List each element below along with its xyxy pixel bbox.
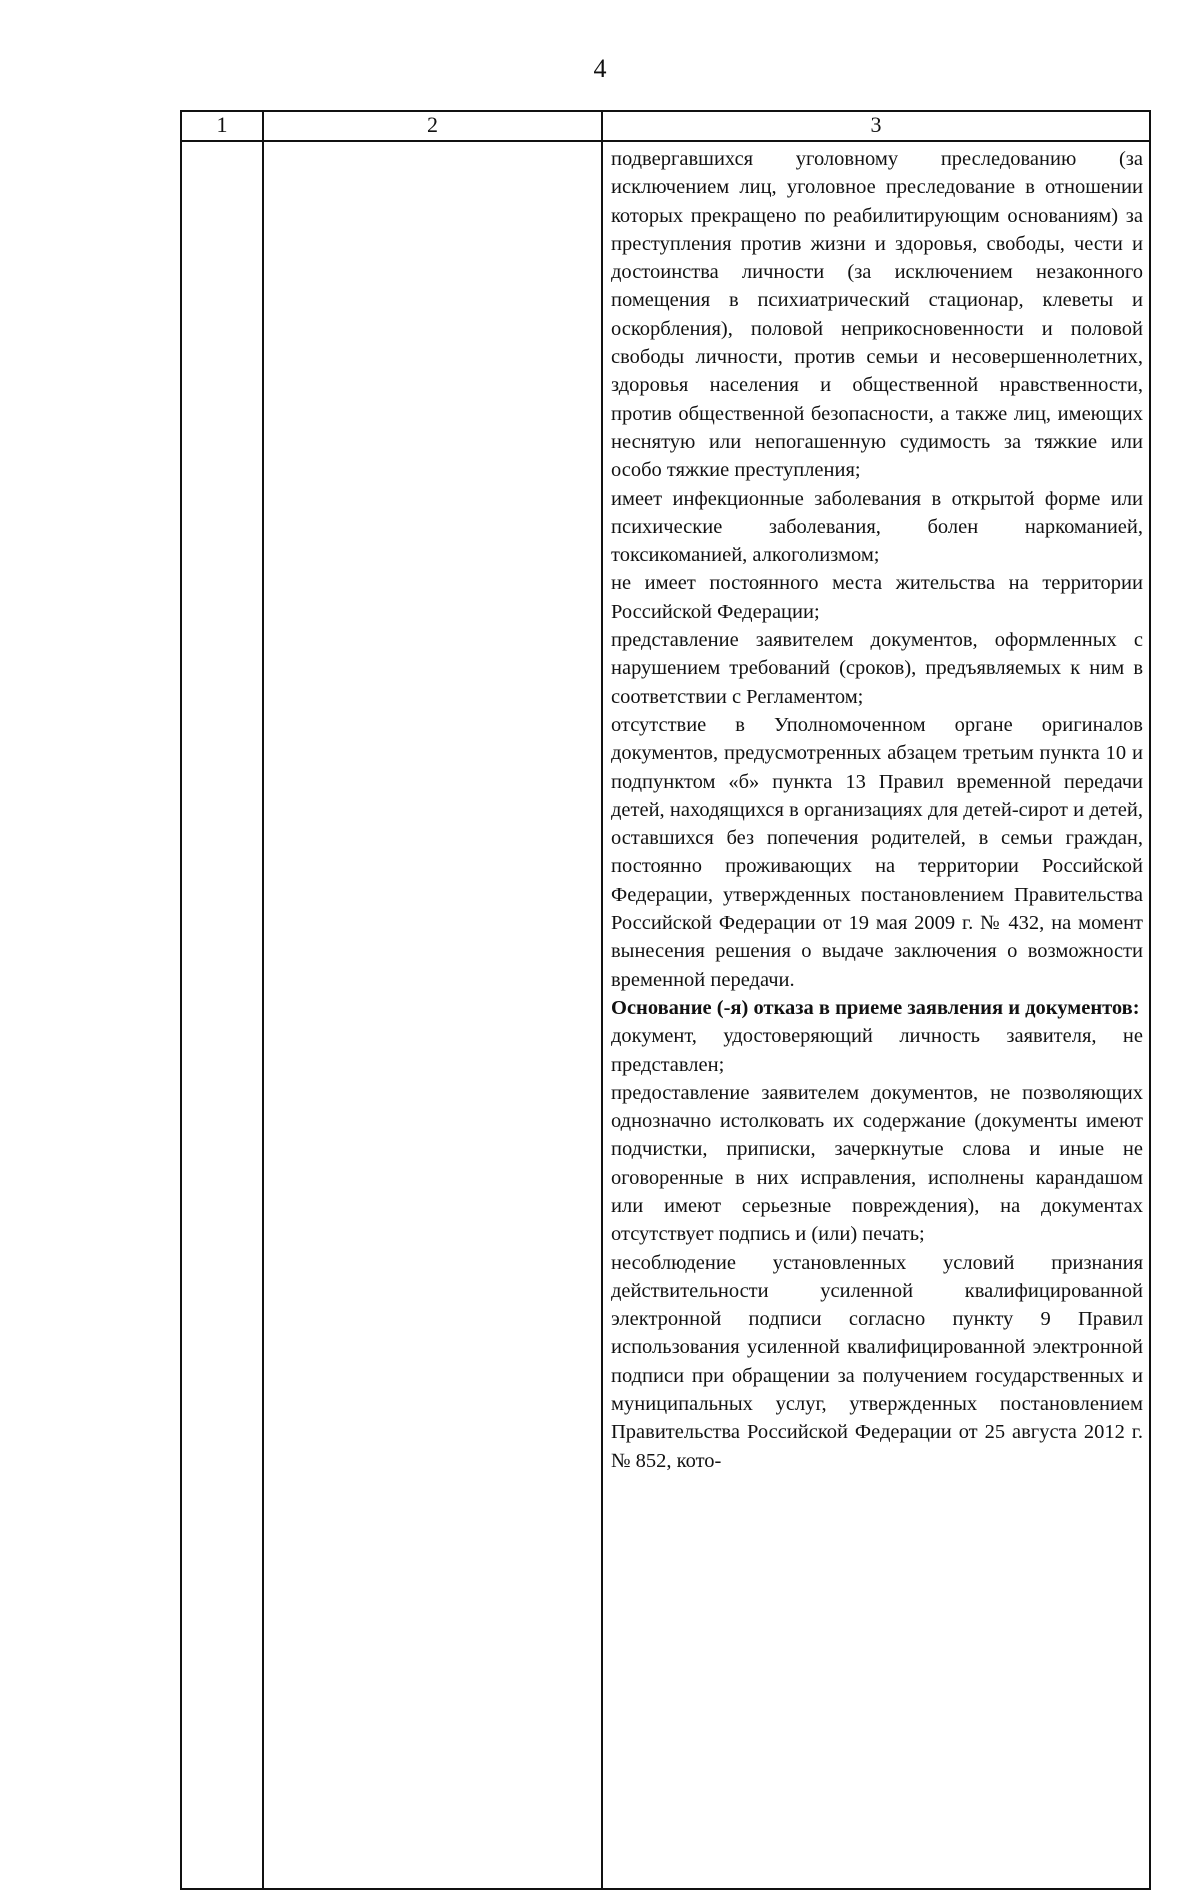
- table-header-row: [181, 111, 1150, 141]
- paragraph-electronic-signature: несоблюдение установленных условий признания действительности усиленной квалифицированной электронной подписи согласно пункту 9 Правил использования усиленной квалифицированной электронной подписи при обращении за получением государственных и муниципальных услуг, утвержденных постановлением Правительства Российской Федерации от 25 августа 2012 г. № 852, кото-: [611, 1251, 1143, 1472]
- column-header-2: 2: [263, 111, 602, 141]
- paragraph-no-identity-document: документ, удостоверяющий личность заявителя, не представлен;: [611, 1025, 1143, 1076]
- document-table: [180, 110, 1151, 1890]
- page-number: 4: [593, 54, 607, 83]
- paragraph-criminal-prosecution: подвергавшихся уголовному преследованию (за исключением лиц, уголовное преследование в отношении которых прекращено по реабилитирующим основаниям) за преступления против жизни и здоровья, свободы, чести и достоинства личности (за исключением незаконного помещения в психиатрический стационар, клеветы и оскорбления), половой неприкосновенности и половой свободы личности, против семьи и несовершеннолетних, здоровья населения и общественной нравственности, против общественной безопасности, а также лиц, имеющих неснятую или непогашенную судимость за тяжкие или особо тяжкие преступления;: [611, 148, 1143, 482]
- paragraph-document-violations: представление заявителем документов, оформленных с нарушением требований (сроков), предъявляемых к ним в соответствии с Регламентом;: [611, 629, 1143, 708]
- paragraph-missing-originals: отсутствие в Уполномоченном органе оригиналов документов, предусмотренных абзацем третьим пункта 10 и подпунктом «б» пункта 13 Правил временной передачи детей, находящихся в организациях для детей-сирот и детей, оставшихся без попечения родителей, в семьи граждан, постоянно проживающих на территории Российской Федерации, утвержденных постановлением Правительства Российской Федерации от 19 мая 2009 г. № 432, на момент вынесения решения о выдаче заключения о возможности временной передачи.: [611, 713, 1143, 991]
- paragraph-diseases: имеет инфекционные заболевания в открытой форме или психические заболевания, болен наркоманией, токсикоманией, алкоголизмом;: [611, 487, 1143, 567]
- column-header-3: 3: [602, 111, 1150, 141]
- column-3-content: [603, 142, 1149, 1475]
- paragraph-ambiguous-documents: предоставление заявителем документов, не позволяющих однозначно истолковать их содержание (документы имеют подчистки, приписки, зачеркнутые слова и иные не оговоренные в них исправления, исполнены карандашом или имеют серьезные повреждения), на документах отсутствует подпись и (или) печать;: [611, 1081, 1143, 1246]
- paragraph-residence: не имеет постоянного места жительства на территории Российской Федерации;: [611, 572, 1143, 623]
- refusal-grounds-heading: Основание (-я) отказа в приеме заявления и документов:: [611, 996, 1140, 1019]
- table-row: [181, 141, 1150, 1889]
- column-3-cell: [602, 141, 1150, 1889]
- column-header-1: 1: [181, 111, 263, 141]
- column-2-cell: [263, 141, 602, 1889]
- column-1-cell: [181, 141, 263, 1889]
